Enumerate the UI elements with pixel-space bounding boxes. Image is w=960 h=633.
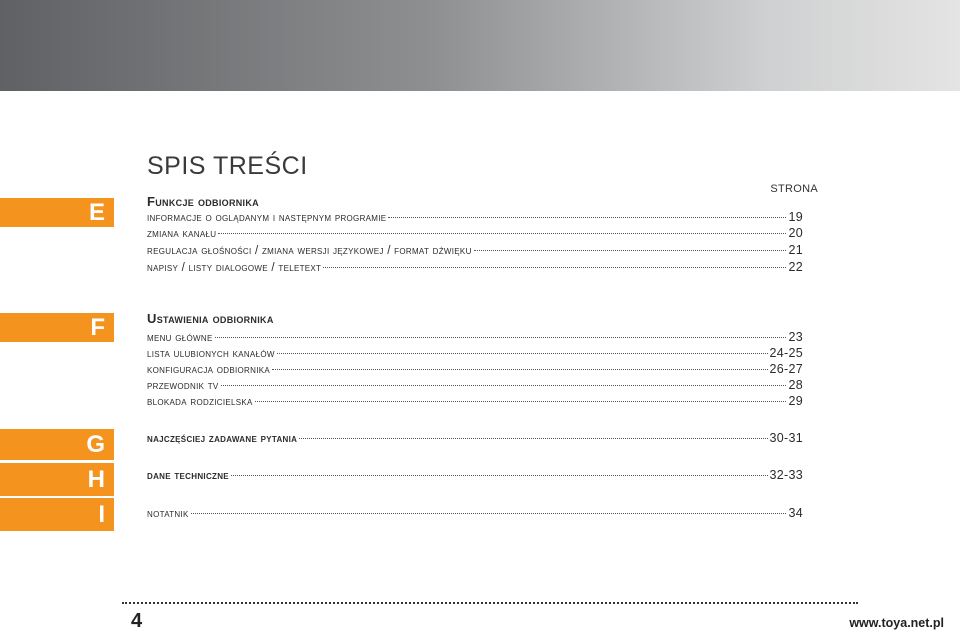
dot-leader bbox=[474, 250, 787, 251]
toc-entry[interactable] bbox=[147, 506, 803, 522]
toc-entry-page: 24-25 bbox=[769, 346, 803, 360]
website-link[interactable]: www.toya.net.pl bbox=[849, 616, 944, 630]
section-tab-f bbox=[0, 313, 114, 342]
toc-entry[interactable] bbox=[147, 210, 803, 226]
toc-entry-page: 21 bbox=[788, 243, 803, 257]
section-heading-funkcje: Funkcje odbiornika bbox=[147, 194, 259, 209]
toc-entry-page: 26-27 bbox=[769, 362, 803, 376]
toc-entry[interactable] bbox=[147, 468, 803, 484]
page-title: SPIS TREŚCI bbox=[147, 152, 308, 180]
toc-entry[interactable] bbox=[147, 378, 803, 394]
dot-leader bbox=[272, 369, 768, 370]
dot-leader bbox=[388, 217, 786, 218]
toc-entry-label: napisy / listy dialogowe / teletext bbox=[147, 262, 322, 274]
section-letter: H bbox=[87, 466, 105, 493]
toc-entry[interactable] bbox=[147, 362, 803, 378]
toc-entry-label: lista ulubionych kanałów bbox=[147, 348, 275, 360]
footer-divider bbox=[122, 602, 858, 604]
section-tab-i bbox=[0, 498, 114, 531]
toc-entry-page: 32-33 bbox=[769, 468, 803, 482]
toc-entry-label: regulacja głośności / zmiana wersji językowej / format dźwięku bbox=[147, 245, 472, 257]
toc-entry[interactable] bbox=[147, 346, 803, 362]
toc-entry-label: blokada rodzicielska bbox=[147, 396, 253, 408]
dot-leader bbox=[323, 267, 786, 268]
section-tab-h bbox=[0, 463, 114, 496]
dot-leader bbox=[191, 513, 787, 514]
toc-entry-label: najczęściej zadawane pytania bbox=[147, 433, 298, 445]
dot-leader bbox=[221, 385, 787, 386]
toc-entry-page: 28 bbox=[788, 378, 803, 392]
toc-entry-label: notatnik bbox=[147, 508, 189, 520]
toc-entry-page: 30-31 bbox=[769, 431, 803, 445]
section-tab-e bbox=[0, 198, 114, 227]
toc-entry-page: 22 bbox=[788, 260, 803, 274]
toc-entry-label: konfiguracja odbiornika bbox=[147, 364, 270, 376]
section-tab-g bbox=[0, 429, 114, 460]
dot-leader bbox=[218, 233, 786, 234]
dot-leader bbox=[255, 401, 787, 402]
toc-entry[interactable] bbox=[147, 226, 803, 242]
toc-entry-page: 34 bbox=[788, 506, 803, 520]
toc-entry-page: 20 bbox=[788, 226, 803, 240]
dot-leader bbox=[299, 438, 767, 439]
toc-entry[interactable] bbox=[147, 243, 803, 259]
section-letter: I bbox=[98, 501, 105, 528]
section-letter: F bbox=[90, 314, 105, 341]
toc-entry-label: informacje o oglądanym i następnym programie bbox=[147, 212, 387, 224]
section-heading-ustawienia: Ustawienia odbiornika bbox=[147, 311, 274, 326]
toc-entry-page: 19 bbox=[788, 210, 803, 224]
toc-entry-label: dane techniczne bbox=[147, 470, 229, 482]
dot-leader bbox=[277, 353, 768, 354]
header-band bbox=[0, 0, 960, 91]
section-letter: G bbox=[86, 431, 105, 458]
toc-entry-page: 29 bbox=[788, 394, 803, 408]
section-letter: E bbox=[88, 199, 105, 226]
dot-leader bbox=[231, 475, 768, 476]
toc-entry-label: przewodnik tv bbox=[147, 380, 219, 392]
toc-entry[interactable] bbox=[147, 330, 803, 346]
toc-entry[interactable] bbox=[147, 431, 803, 447]
toc-entry-label: zmiana kanału bbox=[147, 228, 217, 240]
toc-entry-label: menu główne bbox=[147, 332, 213, 344]
page-column-header: STRONA bbox=[770, 183, 818, 195]
toc-entry[interactable] bbox=[147, 260, 803, 276]
page-number: 4 bbox=[131, 610, 143, 632]
toc-entry-page: 23 bbox=[788, 330, 803, 344]
dot-leader bbox=[215, 337, 787, 338]
toc-entry[interactable] bbox=[147, 394, 803, 410]
